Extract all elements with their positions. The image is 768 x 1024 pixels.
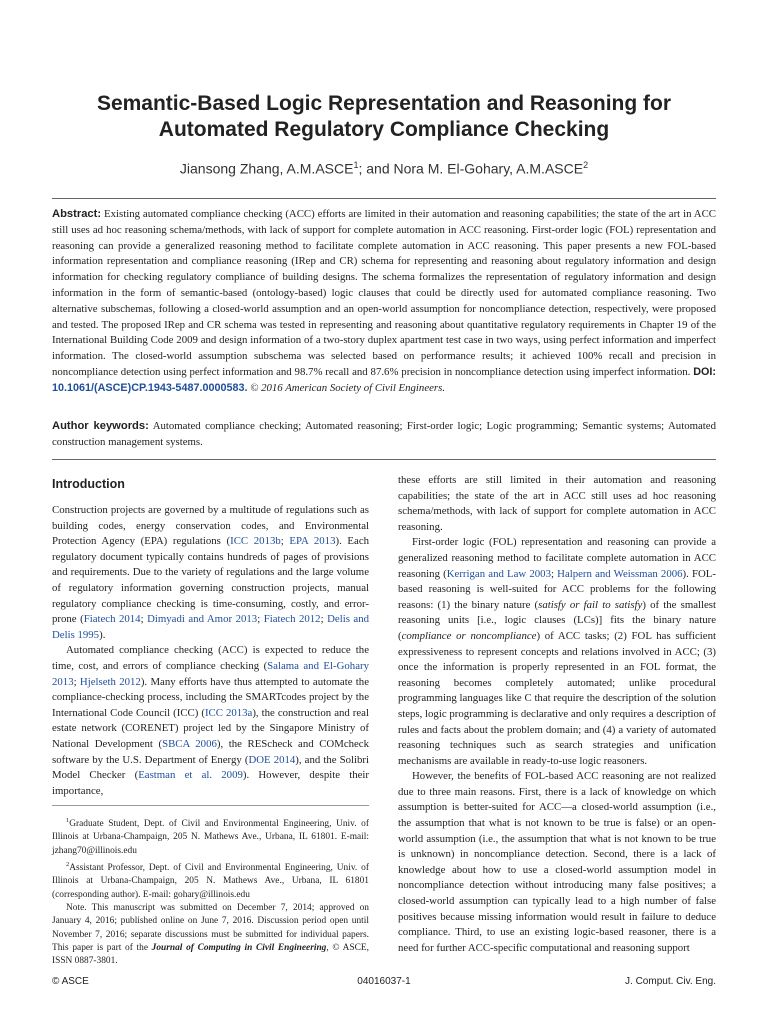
author-1: Jiansong Zhang, A.M.ASCE	[179, 160, 354, 177]
citation-link[interactable]: ICC 2013a	[204, 706, 253, 719]
author-line	[40, 160, 728, 177]
author-keywords	[52, 419, 716, 451]
citation-link[interactable]: Dimyadi and Amor 2013	[147, 613, 258, 626]
text-run: ;	[257, 613, 264, 626]
text-run: ;	[140, 613, 148, 626]
copyright-notice: © 2016 American Society of Civil Engineers.	[250, 381, 446, 394]
paragraph	[52, 503, 369, 643]
paragraph	[398, 535, 716, 769]
keywords-text: Automated compliance checking; Automated reasoning; First-order logic; Logic programming; Semantic systems; Automated construction management systems.	[52, 420, 716, 448]
text-run: ). FOL-based reasoning is well-suited for ACC problems for the following reasons: (1) the binary nature (	[398, 567, 716, 611]
doi-label: DOI:	[693, 365, 716, 378]
footnote-2-mark: 2	[66, 861, 70, 869]
text-run: Automated compliance checking (ACC) is expected to reduce the time, cost, and errors of compliance checking (	[52, 644, 369, 672]
footnote-1-mark: 1	[66, 817, 70, 824]
text-run: First-order logic (FOL) representation and reasoning can provide a generalized reasoning method to facilitate complete automation in ACC reasoning (	[398, 536, 716, 580]
footer-publisher: © ASCE	[52, 976, 89, 987]
citation-link[interactable]: EPA 2013	[289, 535, 336, 548]
abstract	[52, 207, 716, 397]
issn-text: , © ASCE, ISSN 0887-3801.	[52, 942, 369, 967]
footnote-2	[52, 858, 369, 902]
citation-link[interactable]: DOE 2014	[248, 753, 296, 766]
citation-link[interactable]: Hjelseth 2012	[79, 675, 141, 688]
footnote-1-text: Graduate Student, Dept. of Civil and Environmental Engineering, Univ. of Illinois at Urbana-Champaign, 205 N. Mathews Ave., Urbana, IL 61801. E-mail: jzhang70@illinois.edu	[52, 819, 369, 856]
author-2-affiliation-mark: 2	[583, 160, 589, 170]
text-run: ), the REScheck and COMcheck software by the U.S. Department of Energy (	[52, 737, 369, 766]
text-run: ;	[550, 567, 558, 580]
submission-note	[52, 902, 369, 968]
text-run: ). Each regulatory document typically contains hundreds of pages of provisions and requirements. Due to the variety of regulations and the large volume of regulatory information governing construction projects, manual regulatory compliance checking is time-consuming, costly, and error-prone (	[52, 535, 370, 626]
citation-link[interactable]: Eastman et al. 2009	[138, 769, 243, 782]
text-run: ).	[99, 628, 106, 641]
text-run: ), the construction and real estate network (CORENET) project led by the Singapore Ministry of National Development (	[52, 706, 369, 750]
paragraph	[398, 473, 716, 535]
footnote-2-text: Assistant Professor, Dept. of Civil and Environmental Engineering, Univ. of Illinois at Urbana-Champaign, 205 N. Mathews Ave., Urbana, IL 61801 (corresponding author). E-mail: gohary@illinois.edu	[52, 863, 369, 900]
citation-link[interactable]: Delis and Delis 1995	[52, 613, 369, 641]
footer-journal-abbrev: J. Comput. Civ. Eng.	[625, 976, 716, 987]
text-run: ), and the Solibri Model Checker (	[52, 753, 369, 782]
text-run: these efforts are still limited in their automation and reasoning capabilities; the state of the art in ACC still uses ad hoc reasoning schema/methods, with lack of support for complete automation in ACC reasoning.	[398, 474, 716, 533]
paragraph	[52, 643, 369, 799]
submission-note-text: Note. This manuscript was submitted on December 7, 2014; approved on January 4, 2016; published online on June 7, 2016. Discussion period open until November 7, 2016; separate discussions must be submitted for individual papers. This paper is part of the	[52, 903, 369, 953]
italic-text: satisfy or fail to satisfy	[538, 598, 643, 611]
text-run: ). Many efforts have thus attempted to automate the compliance-checking process, including the SMARTcodes project by the International Code Council (ICC) (	[52, 675, 369, 719]
author-1-affiliation-mark: 1	[353, 160, 359, 170]
paragraph	[398, 769, 716, 956]
text-run: Construction projects are governed by a multitude of regulations such as building codes, energy conservation codes, and Environmental Protection Agency (EPA) regulations (	[52, 504, 369, 548]
citation-link[interactable]: Fiatech 2012	[263, 613, 321, 626]
citation-link[interactable]: Salama and El-Gohary 2013	[52, 659, 369, 688]
footnotes	[52, 814, 369, 969]
journal-name: Journal of Computing in Civil Engineering	[151, 942, 327, 953]
left-column	[52, 503, 369, 799]
citation-link[interactable]: Kerrigan and Law 2003	[446, 567, 551, 580]
text-run: ) of the smallest reasoning units [i.e., logic clauses (LCs)] fits the binary nature (	[398, 598, 717, 642]
citation-link[interactable]: Fiatech 2014	[83, 613, 141, 626]
author-2: ; and Nora M. El-Gohary, A.M.ASCE	[358, 160, 584, 177]
abstract-label: Abstract:	[52, 208, 102, 220]
citation-link[interactable]: SBCA 2006	[162, 737, 217, 750]
section-heading-introduction: Introduction	[52, 477, 125, 491]
citation-link[interactable]: ICC 2013b	[230, 535, 281, 548]
text-run: ;	[280, 535, 290, 548]
text-run: ;	[320, 613, 328, 626]
doi-link[interactable]: 10.1061/(ASCE)CP.1943-5487.0000583.	[52, 381, 248, 394]
keywords-label: Author keywords:	[52, 420, 149, 432]
footnote-divider	[52, 805, 369, 806]
paper-title: Semantic-Based Logic Representation and Reasoning for Automated Regulatory Compliance Checking	[96, 92, 672, 141]
footer-article-number: 04016037-1	[357, 976, 411, 987]
text-run: ) of ACC tasks; (2) FOL has sufficient expressiveness to represent concepts and relations involved in ACC; (3) once the information is properly represented in an FOL format, the reasoning becomes completely automated; unlike procedural programming languages like C that require the description of the solution steps, logic programming is declarative and only requires a description of rules and facts about the problem domain; and (4) a variety of automated reasoning techniques such as search strategies and unification mechanisms are available in ready-to-use logic reasoners.	[398, 629, 716, 767]
text-run: However, the benefits of FOL-based ACC reasoning are not realized due to three main reasons. First, there is a lack of knowledge on which assumption is better-suited for ACC—a closed-world assumption (i.e., the assumption that what is not known to be true is false) or an open-world assumption (i.e., the assumption that what is not known to be true is unknown) in noncompliance detection. Second, there is a lack of knowledge about how to use a closed-world assumption model in noncompliance detection without introducing many false positives; a closed-world assumption can typically lead to a high number of false positives because missing information would result in failure to deduce compliance. Third, to use an existing logic-based reasoner, there is a need for further ACC-specific computational and reasoning support	[398, 770, 716, 954]
italic-text: compliance or noncompliance	[401, 629, 537, 642]
footnote-1	[52, 814, 369, 858]
right-column	[398, 473, 716, 956]
text-run: ). However, despite their importance,	[52, 769, 370, 797]
citation-link[interactable]: Halpern and Weissman 2006	[557, 567, 683, 580]
text-run: ;	[73, 675, 80, 688]
abstract-text: Existing automated compliance checking (ACC) efforts are limited in their automation and reasoning capabilities; the state of the art in ACC still uses ad hoc reasoning schema/methods, with lack of support for complete automation in ACC reasoning. First-order logic (FOL) representation and reasoning can provide a generalized reasoning method to facilitate complete automation in ACC reasoning. This paper presents a new FOL-based information representation and compliance reasoning (IRep and CR) schema for representing and reasoning about regulatory information and design information for checking regulatory compliance of building designs. The schema formalizes the representation of regulatory information and design information in the form of semantic-based (ontology-based) logic clauses that could be directly used for automated compliance reasoning. Two alternative subschemas, following a closed-world assumption and an open-world assumption for noncompliance detection, respectively, were proposed and tested. The proposed IRep and CR schema was tested in representing and reasoning about quantitative regulatory requirements in Chapter 19 of the International Building Code 2009 and design information of a two-story duplex apartment test case in two ways, using perfect information and imperfect information. The closed-world assumption subschema was selected based on performance results; it achieved 100% recall and precision in noncompliance detection using perfect information and 98.7% recall and 87.6% precision in noncompliance detection using imperfect information.	[52, 208, 716, 378]
